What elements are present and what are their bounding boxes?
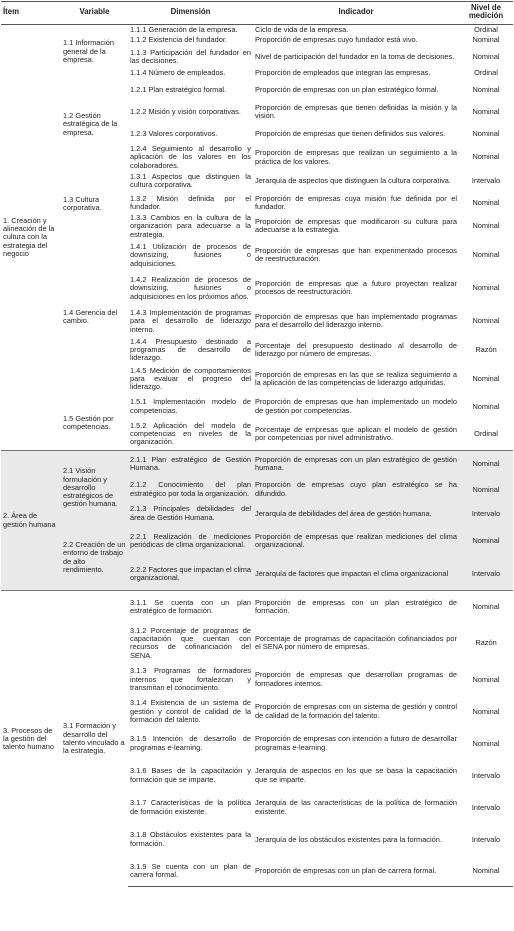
level-cell: Nominal xyxy=(472,152,500,162)
level-cell: Ordinal xyxy=(474,428,498,438)
level-cell: Nominal xyxy=(472,283,500,293)
dimension-cell: 1.4.2 Realización de procesos de downsizing, fusiones o adquisiciones en los próximos años. xyxy=(130,274,251,301)
level-cell: Nominal xyxy=(472,250,500,260)
dimension-cell: 3.1.5 Intención de desarrollo de programas e-learning. xyxy=(130,734,251,752)
dimension-cell: 2.1.1 Plan estratégico de Gestión Humana. xyxy=(128,451,253,477)
level-cell: Intervalo xyxy=(471,834,501,844)
indicator-cell: Proporción de empresas con un plan de carrera formal. xyxy=(253,856,459,887)
dimension-cell: 2.2.1 Realización de mediciones periódicas de clima organizacional. xyxy=(130,531,251,550)
dimension-cell: 1.4.5 Medición de comportamientos para evaluar el progreso del liderazgo. xyxy=(130,365,251,392)
header-dimension: Dimensión xyxy=(128,2,253,25)
variable-cell: 1.1 Información general de la empresa. xyxy=(61,24,128,79)
header-level: Nivel de medición xyxy=(459,2,513,25)
indicator-cell: Nivel de participación del fundador en la toma de decisiones. xyxy=(255,51,455,61)
level-cell: Nominal xyxy=(459,856,513,887)
table-row xyxy=(1,591,513,623)
level-cell: Ordinal xyxy=(459,24,513,35)
level-cell: Nominal xyxy=(472,706,500,716)
indicator-cell: Jerarquía de aspectos en los que se basa la capacitación que se imparte. xyxy=(255,766,457,784)
dimension-cell: 3.1.7 Características de la política de formación existente. xyxy=(130,798,251,816)
item-cell: 2. Área de gestión humana xyxy=(1,451,61,591)
level-cell: Nominal xyxy=(459,591,513,623)
indicator-cell: Proporción de empresas cuyo plan estratégico se ha difundido. xyxy=(255,480,457,498)
dimension-cell: 3.1.3 Programas de formadores internos que fortalezcan y transmitan el conocimiento. xyxy=(130,666,251,692)
indicator-cell: Proporción de empresas con intención a futuro de desarrollar programas e-learning. xyxy=(255,734,457,752)
level-cell: Nominal xyxy=(472,484,500,494)
level-cell: Intervalo xyxy=(471,770,501,780)
dimension-cell: 1.3.2 Misión definida por el fundador. xyxy=(130,193,251,211)
indicator-cell: Jerarquía de factores que impactan el clima organizacional xyxy=(253,558,459,591)
level-cell: Intervalo xyxy=(471,508,501,518)
dimension-cell: 1.1.3 Participación del fundador en las decisiones. xyxy=(130,47,251,66)
level-cell: Nominal xyxy=(472,316,500,326)
indicator-cell: Proporción de empresas que han implementado un modelo de gestión por competencias. xyxy=(255,397,457,415)
variable-cell: 2.2 Creación de un entorno de trabajo de alto rendimiento. xyxy=(63,539,126,574)
dimension-cell: 1.5.1 Implementación modelo de competencias. xyxy=(130,397,251,415)
indicator-cell: Jerarquía de aspectos que distinguen la cultura corporativa. xyxy=(255,175,451,185)
indicator-cell: Jerarquía de las características de la política de formación existente. xyxy=(255,798,457,816)
level-cell: Nominal xyxy=(472,221,500,231)
indicator-cell: Porcentaje de empresas que aplican el modelo de gestión por competencias por nivel administrativo. xyxy=(255,424,457,443)
dimension-cell: 2.1.2 Conocimiento del plan estratégico por toda la organización. xyxy=(130,480,251,498)
indicator-cell: Proporción de empresas con un plan estratégico formal. xyxy=(255,84,439,94)
indicator-cell: Porcentaje de programas de capacitación cofinanciados por el SENA por número de empresas. xyxy=(255,633,457,652)
indicator-cell: Jerarquía de los obstáculos existentes para la formación. xyxy=(255,834,442,844)
indicator-cell: Proporción de empresas que han experimentado procesos de reestructuración. xyxy=(255,246,457,264)
dimension-cell: 1.3.3 Cambios en la cultura de la organización para adecuarse a la estrategia. xyxy=(130,213,251,239)
dimension-cell: 1.2.3 Valores corporativos. xyxy=(130,128,218,138)
indicator-cell: Proporción de empresas que modificaron su cultura para adecuarse a la estrategia. xyxy=(255,217,457,235)
level-cell: Nominal xyxy=(472,738,500,748)
indicator-cell: Proporción de empleados que integran las empresas. xyxy=(255,68,431,78)
indicator-cell: Proporción de empresas que a futuro proyectan realizar procesos de reestructuración. xyxy=(255,279,457,297)
table-header xyxy=(1,2,513,25)
dimension-cell: 2.2.2 Factores que impactan el clima organizacional. xyxy=(128,558,253,591)
table-row xyxy=(1,170,513,192)
section-3 xyxy=(1,591,513,887)
level-cell: Razón xyxy=(475,638,497,648)
table-row xyxy=(1,239,513,272)
table-row xyxy=(1,24,513,35)
indicator-cell: Proporción de empresas que tienen definidos sus valores. xyxy=(255,128,446,138)
level-cell: Ordinal xyxy=(474,68,498,78)
item-cell: 3. Procesos de la gestión del talento humano xyxy=(1,591,61,887)
level-cell: Nominal xyxy=(472,536,500,546)
dimension-cell: 1.4.1 Utilización de procesos de downsizing, fusiones o adquisiciones. xyxy=(130,241,251,268)
dimension-cell: 3.1.6 Bases de la capacitación y formación que se imparte. xyxy=(130,766,251,784)
dimension-cell: 3.1.8 Obstáculos existentes para la formación. xyxy=(130,830,251,848)
item-cell: 1. Creación y alineación de la cultura con la estrategia del negocio xyxy=(1,24,61,451)
variable-cell: 3.1 Formación y desarrollo del talento vinculado a la estrategia. xyxy=(61,591,128,887)
indicator-cell: Proporción de empresas con un plan estratégico de gestión humana. xyxy=(253,451,459,477)
table-row xyxy=(1,79,513,101)
indicator-cell: Proporción de empresas cuyo fundador está vivo. xyxy=(255,35,418,45)
indicator-cell: Proporción de empresas que tienen definidas la misión y la visión. xyxy=(255,102,457,121)
level-cell: Nominal xyxy=(472,374,500,384)
table-row xyxy=(1,451,513,477)
dimension-cell: 1.3.1 Aspectos que distinguen la cultura corporativa. xyxy=(130,171,251,189)
dimension-cell: 2.1.3 Principales debilidades del área de Gestión Humana. xyxy=(130,504,251,522)
level-cell: Nominal xyxy=(459,451,513,477)
dimension-cell: 1.5.2 Aplicación del modelo de competencias en niveles de la organización. xyxy=(130,420,251,447)
indicator-cell: Proporción de empresas con un sistema de gestión y control de calidad de la formación del talento. xyxy=(255,702,457,720)
indicator-cell: Proporción de empresas en las que se realiza seguimiento a la aplicación de las competencias de liderazgo adquiridas. xyxy=(255,369,457,388)
level-cell: Nominal xyxy=(472,197,500,207)
indicator-cell: Proporción de empresas que desarrollan programas de formadores internos. xyxy=(255,670,457,688)
indicators-table xyxy=(1,1,513,887)
section-2 xyxy=(1,451,513,591)
variable-cell: 1.5 Gestión por competencias. xyxy=(63,413,114,432)
dimension-cell: 3.1.2 Porcentaje de programas de capacitación que cuentan con recursos de cofinanciación del SENA. xyxy=(130,625,251,660)
level-cell: Nominal xyxy=(472,106,500,116)
level-cell: Razón xyxy=(475,345,497,355)
level-cell: Nominal xyxy=(472,84,500,94)
dimension-cell: 1.4.3 Implementación de programas para el desarrollo de liderazgo interno. xyxy=(130,307,251,334)
indicator-cell: Jerarquía de debilidades del área de gestión humana. xyxy=(255,508,432,518)
dimension-cell: 1.1.1 Generación de la empresa. xyxy=(128,24,253,35)
dimension-cell: 1.4.4 Presupuesto destinado a programas de desarrollo de liderazgo. xyxy=(130,337,251,363)
indicator-cell: Porcentaje del presupuesto destinado al desarrollo de liderazgo por número de empresas. xyxy=(255,341,457,359)
level-cell: Intervalo xyxy=(471,802,501,812)
table-row xyxy=(1,396,513,418)
dimension-cell: 1.2.2 Misión y visión corporativas. xyxy=(130,106,241,116)
dimension-cell: 1.2.4 Seguimiento al desarrollo y aplicación de los valores en los colaboradores. xyxy=(130,145,251,170)
variable-cell: 1.4 Gerencia del cambio. xyxy=(63,308,118,326)
level-cell: Nominal xyxy=(472,674,500,684)
dimension-cell: 3.1.9 Se cuenta con un plan de carrera formal. xyxy=(128,856,253,887)
level-cell: Intervalo xyxy=(459,558,513,591)
indicator-cell: Proporción de empresas con un plan estratégico de formación. xyxy=(253,591,459,623)
indicator-cell: Proporción de empresas que realizan un seguimiento a la práctica de los valores. xyxy=(255,148,457,166)
table-row xyxy=(1,525,513,558)
indicator-cell: Proporción de empresas que han implementado programas para el desarrollo del liderazgo interno. xyxy=(255,312,457,330)
indicator-cell: Ciclo de vida de la empresa. xyxy=(253,24,459,35)
level-cell: Nominal xyxy=(472,51,500,61)
variable-cell: 1.3 Cultura corporativa. xyxy=(63,195,102,213)
header-variable: Variable xyxy=(61,2,128,25)
level-cell: Intervalo xyxy=(471,175,501,185)
variable-cell: 1.2 Gestión estratégica de la empresa. xyxy=(63,111,118,137)
indicator-cell: Proporción de empresas cuya misión fue definida por el fundador. xyxy=(255,193,457,211)
dimension-cell: 1.1.4 Número de empleados. xyxy=(130,68,226,78)
section-1 xyxy=(1,24,513,451)
level-cell: Nominal xyxy=(472,35,500,45)
indicator-cell: Proporción de empresas que realizan mediciones del clima organizacional. xyxy=(255,531,457,550)
header-item: Ítem xyxy=(1,2,61,25)
level-cell: Nominal xyxy=(472,401,500,411)
header-indicator: Indicador xyxy=(253,2,459,25)
dimension-cell: 1.1.2 Existencia del fundador. xyxy=(130,35,227,45)
level-cell: Nominal xyxy=(472,128,500,138)
dimension-cell: 1.2.1 Plan estratégico formal. xyxy=(130,84,227,94)
dimension-cell: 3.1.4 Existencia de un sistema de gestión y control de calidad de la formación del talento. xyxy=(130,698,251,724)
variable-cell: 2.1 Visión formulación y desarrollo estratégicos de gestión humana. xyxy=(61,451,128,525)
dimension-cell: 3.1.1 Se cuenta con un plan estratégico de formación. xyxy=(128,591,253,623)
